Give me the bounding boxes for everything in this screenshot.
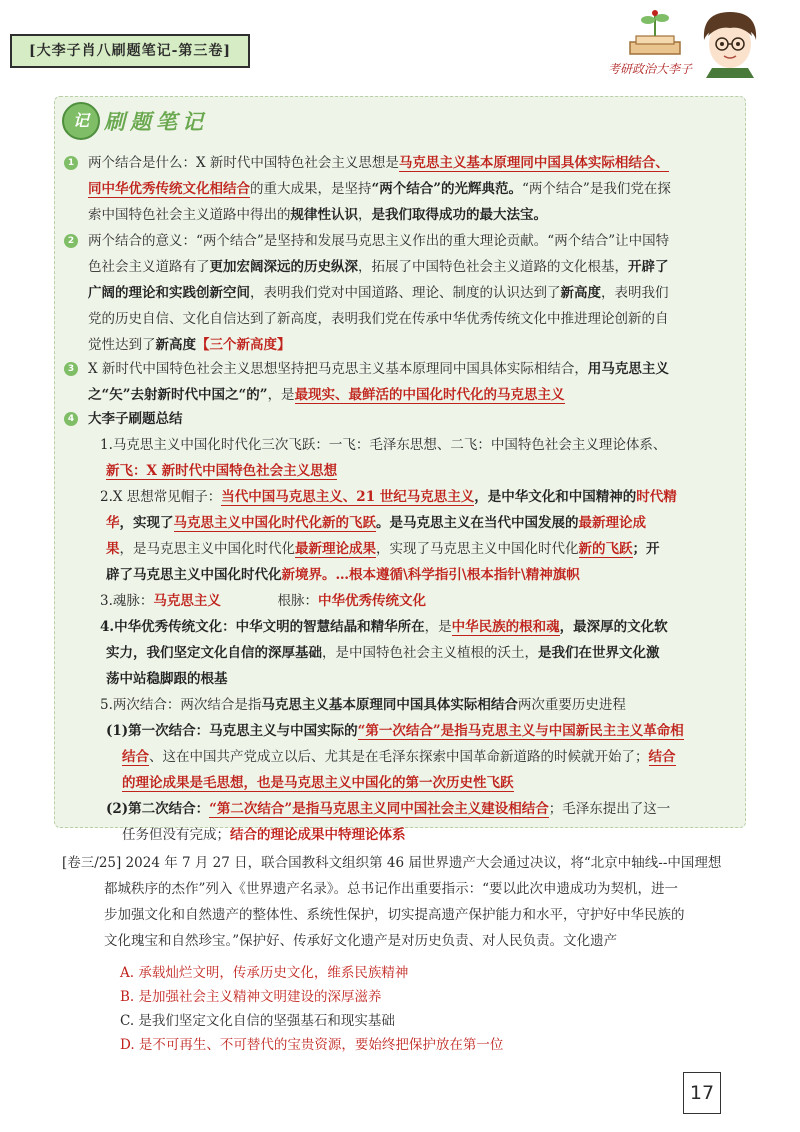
s3-line-2: 之“矢”去射新时代中国之“的”，是最现实、最鲜活的中国化时代化的马克思主义	[88, 387, 565, 403]
s4-p2-line-1: 2.X 思想常见帽子：当代中国马克思主义、21 世纪马克思主义，是中华文化和中国精神的时代精	[100, 489, 677, 505]
s4-p5-line-3: 结合、这在中国共产党成立以后、尤其是在毛泽东探索中国革命新道路的时候就开始了；结合	[122, 749, 676, 765]
option-b[interactable]: B. 是加强社会主义精神文明建设的深厚滋养	[120, 989, 382, 1005]
s4-p1-line-1: 1.马克思主义中国化时代化三次飞跃：一飞：毛泽东思想、二飞：中国特色社会主义理论体系、	[100, 437, 667, 453]
s1-line-2: 同中华优秀传统文化相结合的重大成果，是坚持“两个结合”的光辉典范。“两个结合”是我们党在探	[88, 181, 671, 197]
question-line-2: 都城秩序的杰作”列入《世界遗产名录》。总书记作出重要指示：“要以此次申遗成功为契机，进一	[104, 881, 679, 897]
s2-line-5: 觉性达到了新高度【三个新高度】	[88, 337, 291, 353]
notes-heading	[60, 100, 280, 144]
section-number: 2	[64, 234, 78, 248]
book-title: [大李子肖八刷题笔记-第三卷]	[10, 34, 250, 68]
question-line-3: 步加强文化和自然遗产的整体性、系统性保护，切实提高遗产保护能力和水平，守护好中华民族的	[104, 907, 685, 923]
s4-p4-line-3: 荡中站稳脚跟的根基	[106, 671, 228, 687]
s4-p5-line-6: 任务但没有完成；结合的理论成果中特理论体系	[122, 827, 406, 843]
page-header	[0, 0, 800, 80]
s4-p1-line-2: 新飞：X 新时代中国特色社会主义思想	[106, 463, 338, 479]
s2-line-4: 党的历史自信、文化自信达到了新高度，表明我们党在传承中华优秀传统文化中推进理论创新的自	[88, 311, 669, 327]
brand-name: 考研政治大李子	[608, 62, 693, 76]
option-d[interactable]: D. 是不可再生、不可替代的宝贵资源，要始终把保护放在第一位	[120, 1037, 504, 1053]
notes-badge-icon: 记	[62, 102, 100, 140]
s4-p3: 3.魂脉：马克思主义 根脉：中华优秀传统文化	[100, 593, 426, 609]
option-c[interactable]: C. 是我们坚定文化自信的坚强基石和现实基础	[120, 1013, 395, 1029]
s2-line-3: 广阔的理论和实践创新空间，表明我们党对中国道路、理论、制度的认识达到了新高度，表明我们	[88, 285, 669, 301]
section-number: 3	[64, 362, 78, 376]
s4-p4-line-2: 实力，我们坚定文化自信的深厚基础，是中国特色社会主义植根的沃土，是我们在世界文化激	[106, 645, 660, 661]
s1-line-1: 两个结合是什么：X 新时代中国特色社会主义思想是马克思主义基本原理同中国具体实际相结合、	[88, 155, 669, 171]
s2-line-1: 两个结合的意义：“两个结合”是坚持和发展马克思主义作出的重大理论贡献。“两个结合”让中国特	[88, 233, 670, 249]
s4-p4-line-1: 4.中华优秀传统文化：中华文明的智慧结晶和精华所在，是中华民族的根和魂，最深厚的文化软	[100, 619, 668, 635]
s4-p2-line-3: 果，是马克思主义中国化时代化最新理论成果，实现了马克思主义中国化时代化新的飞跃；开	[106, 541, 660, 557]
s4-p2-line-4: 辟了马克思主义中国化时代化新境界。…根本遵循\科学指引\根本指针\精神旗帜	[106, 567, 580, 583]
s3-line-1: X 新时代中国特色社会主义思想坚持把马克思主义基本原理同中国具体实际相结合，用马克思主义	[88, 361, 669, 377]
s4-p5-line-4: 的理论成果是毛思想，也是马克思主义中国化的第一次历史性飞跃	[122, 775, 514, 791]
brand-logo-icon	[622, 8, 688, 62]
option-a[interactable]: A. 承载灿烂文明，传承历史文化，维系民族精神	[120, 965, 409, 981]
s4-title: 大李子刷题总结	[88, 411, 183, 427]
author-avatar-icon	[694, 6, 766, 78]
section-number: 4	[64, 412, 78, 426]
s4-p5-line-5: (2)第二次结合：“第二次结合”是指马克思主义同中国社会主义建设相结合；毛泽东提出了这一	[106, 801, 671, 817]
page-number: 17	[683, 1072, 721, 1114]
s4-p2-line-2: 华，实现了马克思主义中国化时代化新的飞跃。是马克思主义在当代中国发展的最新理论成	[106, 515, 646, 531]
question-line-4: 文化瑰宝和自然珍宝。”保护好、传承好文化遗产是对历史负责、对人民负责。文化遗产	[104, 933, 618, 949]
notes-title: 刷题笔记	[104, 109, 208, 134]
s1-line-3: 索中国特色社会主义道路中得出的规律性认识，是我们取得成功的最大法宝。	[88, 207, 547, 223]
s4-p5-line-1: 5.两次结合：两次结合是指马克思主义基本原理同中国具体实际相结合两次重要历史进程	[100, 697, 626, 713]
s2-line-2: 色社会主义道路有了更加宏阔深远的历史纵深，拓展了中国特色社会主义道路的文化根基，开辟了	[88, 259, 669, 275]
section-number: 1	[64, 156, 78, 170]
s4-p5-line-2: (1)第一次结合：马克思主义与中国实际的“第一次结合”是指马克思主义与中国新民主主义革命相	[106, 723, 684, 739]
question-line-1: [卷三/25] 2024 年 7 月 27 日，联合国教科文组织第 46 届世界遗产大会通过决议，将“北京中轴线--中国理想	[62, 855, 722, 871]
